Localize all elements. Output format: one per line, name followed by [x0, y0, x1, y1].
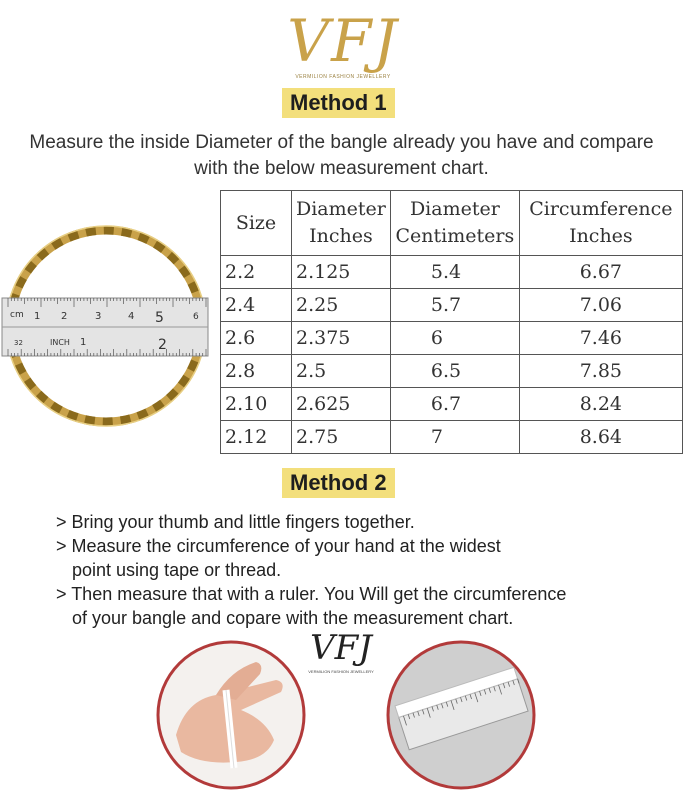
- cell-diameter-cm: 6.5: [390, 355, 519, 388]
- ruler-inch-tick-label: 2: [158, 337, 167, 353]
- cell-circumference: 7.85: [519, 355, 682, 388]
- cell-diameter-inches: 2.125: [292, 256, 391, 289]
- ruler-cm-tick-label: 5: [155, 310, 164, 326]
- method-1-heading: Method 1: [282, 88, 395, 118]
- method-2-steps: [56, 510, 666, 630]
- cell-circumference: 7.06: [519, 289, 682, 322]
- hand-measure-photo: [156, 640, 306, 790]
- header-diameter-centimeters: Diameter Centimeters: [390, 191, 519, 256]
- ruler-cm-tick-label: 4: [128, 311, 135, 322]
- table-row: [221, 388, 683, 421]
- ruler-edge-number: 32: [14, 339, 23, 347]
- list-item: [56, 510, 666, 534]
- method-1-intro: [0, 130, 683, 182]
- header-diameter-inches: Diameter Inches: [292, 191, 391, 256]
- brand-logo: [268, 8, 418, 82]
- cell-diameter-inches: 2.25: [292, 289, 391, 322]
- list-item: [56, 582, 666, 630]
- ruler-cm-label: cm: [10, 310, 24, 320]
- intro-line-2: with the below measurement chart.: [194, 158, 489, 179]
- step-line-continued: point using tape or thread.: [72, 560, 282, 580]
- brand-logo-small-tagline: VERMILION FASHION JEWELLERY: [308, 669, 374, 674]
- header-size: Size: [221, 191, 292, 256]
- cell-diameter-cm: 5.7: [390, 289, 519, 322]
- cell-circumference: 7.46: [519, 322, 682, 355]
- ruler-image: [2, 298, 208, 356]
- ruler-cm-tick-label: 1: [34, 311, 41, 322]
- cell-diameter-inches: 2.375: [292, 322, 391, 355]
- table-row: [221, 355, 683, 388]
- method-2-heading: Method 2: [282, 468, 395, 498]
- cell-diameter-cm: 6: [390, 322, 519, 355]
- cell-diameter-cm: 5.4: [390, 256, 519, 289]
- ruler-cm-tick-label: 2: [61, 311, 68, 322]
- ruler-cm-tick-label: 3: [95, 311, 102, 322]
- step-line: > Then measure that with a ruler. You Will get the circumference: [56, 584, 567, 604]
- brand-logo-text: VFJ: [287, 7, 399, 75]
- ruler-cm-tick-label: 6: [193, 312, 199, 322]
- step-line: > Measure the circumference of your hand at the widest: [56, 536, 501, 556]
- cell-size: 2.2: [221, 256, 292, 289]
- table-row: [221, 421, 683, 454]
- intro-line-1: Measure the inside Diameter of the bangle already you have and compare: [29, 132, 654, 153]
- ruler-inch-tick-label: 1: [80, 337, 87, 348]
- table-row: [221, 289, 683, 322]
- bangle-ruler-illustration: [0, 218, 212, 434]
- list-item: [56, 534, 666, 582]
- header-circumference-inches: Circumference Inches: [519, 191, 682, 256]
- cell-circumference: 8.24: [519, 388, 682, 421]
- step-line-continued: of your bangle and copare with the measurement chart.: [72, 608, 514, 628]
- table-row: [221, 322, 683, 355]
- brand-logo-small: VFJ: [310, 628, 372, 668]
- cell-size: 2.4: [221, 289, 292, 322]
- cell-diameter-cm: 7: [390, 421, 519, 454]
- cell-diameter-inches: 2.75: [292, 421, 391, 454]
- step-line: > Bring your thumb and little fingers together.: [56, 512, 415, 532]
- cell-diameter-inches: 2.5: [292, 355, 391, 388]
- cell-size: 2.6: [221, 322, 292, 355]
- cell-size: 2.8: [221, 355, 292, 388]
- cell-size: 2.10: [221, 388, 292, 421]
- table-header-row: [221, 191, 683, 256]
- measurement-chart: [220, 190, 683, 454]
- ruler-measure-photo: [386, 640, 536, 790]
- brand-logo-tagline: VERMILION FASHION JEWELLERY: [295, 74, 391, 80]
- cell-diameter-inches: 2.625: [292, 388, 391, 421]
- table-row: [221, 256, 683, 289]
- cell-circumference: 6.67: [519, 256, 682, 289]
- cell-diameter-cm: 6.7: [390, 388, 519, 421]
- cell-circumference: 8.64: [519, 421, 682, 454]
- cell-size: 2.12: [221, 421, 292, 454]
- ruler-inch-label: INCH: [50, 338, 70, 347]
